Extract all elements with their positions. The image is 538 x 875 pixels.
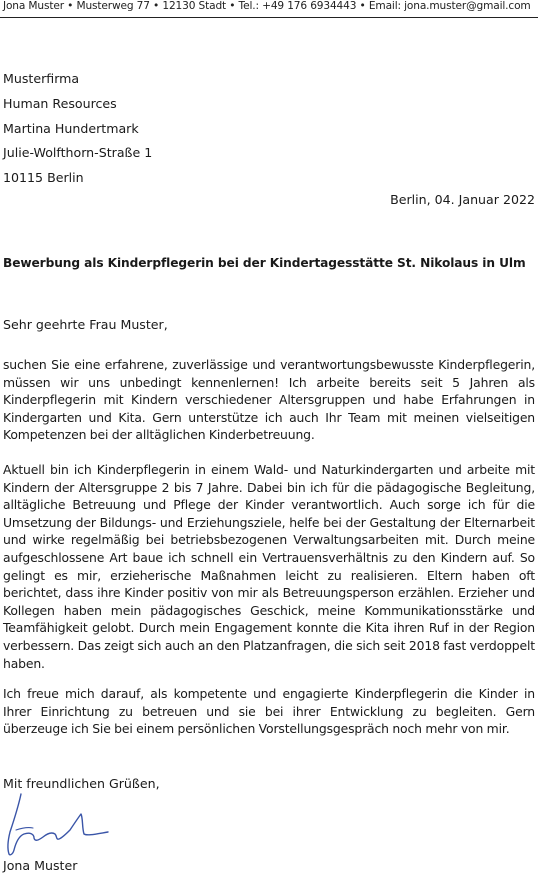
recipient-company: Musterfirma: [3, 71, 80, 86]
recipient-department: Human Resources: [3, 95, 117, 111]
header-divider: [0, 17, 538, 18]
handwritten-signature: [4, 790, 116, 862]
recipient-contact: Martina Hundertmark: [3, 120, 139, 136]
closing-phrase: Mit freundlichen Grüßen,: [3, 776, 160, 791]
letter-date: Berlin, 04. Januar 2022: [390, 192, 535, 207]
recipient-address: [3, 69, 303, 193]
body-paragraph-3: Ich freue mich darauf, als kompetente und engagierte Kinderpflegerin die Kinder in Ihrer Einrichtung zu betreuen und sie bei ihrer Entwicklung zu begleiten. Gern überzeuge ich Sie bei einem persönlichen Vorstellungsgespräch noch mehr von mir.: [3, 686, 535, 737]
recipient-city: 10115 Berlin: [3, 170, 84, 186]
recipient-street: Julie-Wolfthorn-Straße 1: [3, 145, 153, 161]
body-paragraph-2: Aktuell bin ich Kinderpflegerin in einem Wald- und Naturkindergarten und arbeite mit Kindern der Altersgruppe 2 bis 7 Jahre. Dabei bin ich für die pädagogische Begleitung, alltägliche Betreuung und Pflege der Kinder verantwortlich. Auch sorge ich für die Umsetzung der Bildungs- und Erziehungsziele, helfe bei der Gestaltung der Elternarbeit und wirke regelmäßig bei betriebsbezogenen Verwaltungsarbeiten mit. Durch meine aufgeschlossene Art baue ich schnell ein Vertrauensverhältnis zu den Kindern auf. So gelingt es mir, erzieherische Maßnahmen leicht zu realisieren. Eltern haben oft berichtet, dass ihre Kinder positiv von mir als Betreuungsperson erzählen. Erzieher und Kollegen haben mein pädagogisches Geschick, meine Kommunikationsstärke und Teamfähigkeit gelobt. Durch mein Engagement konnte die Kita ihren Ruf in der Region verbessern. Das zeigt sich auch an den Platzanfragen, die sich seit 2018 fast verdoppelt haben.: [3, 462, 535, 671]
salutation: Sehr geehrte Frau Muster,: [3, 317, 168, 332]
subject-line: Bewerbung als Kinderpflegerin bei der Kindertagesstätte St. Nikolaus in Ulm: [3, 256, 526, 270]
signature-name: Jona Muster: [3, 858, 78, 873]
sender-header: Jona Muster • Musterweg 77 • 12130 Stadt • Tel.: +49 176 6934443 • Email: jona.muster@gmail.com: [3, 0, 531, 12]
body-paragraph-1: suchen Sie eine erfahrene, zuverlässige und verantwortungsbewusste Kinderpflegerin, müssen wir uns unbedingt kennenlernen! Ich arbeite bereits seit 5 Jahren als Kinderpflegerin mit Kindern verschiedener Altersgruppen und habe Erfahrungen in Kindergarten und Kita. Gern unterstütze ich auch Ihr Team mit meinen vielseitigen Kompetenzen bei der alltäglichen Kinderbetreuung.: [3, 357, 535, 443]
